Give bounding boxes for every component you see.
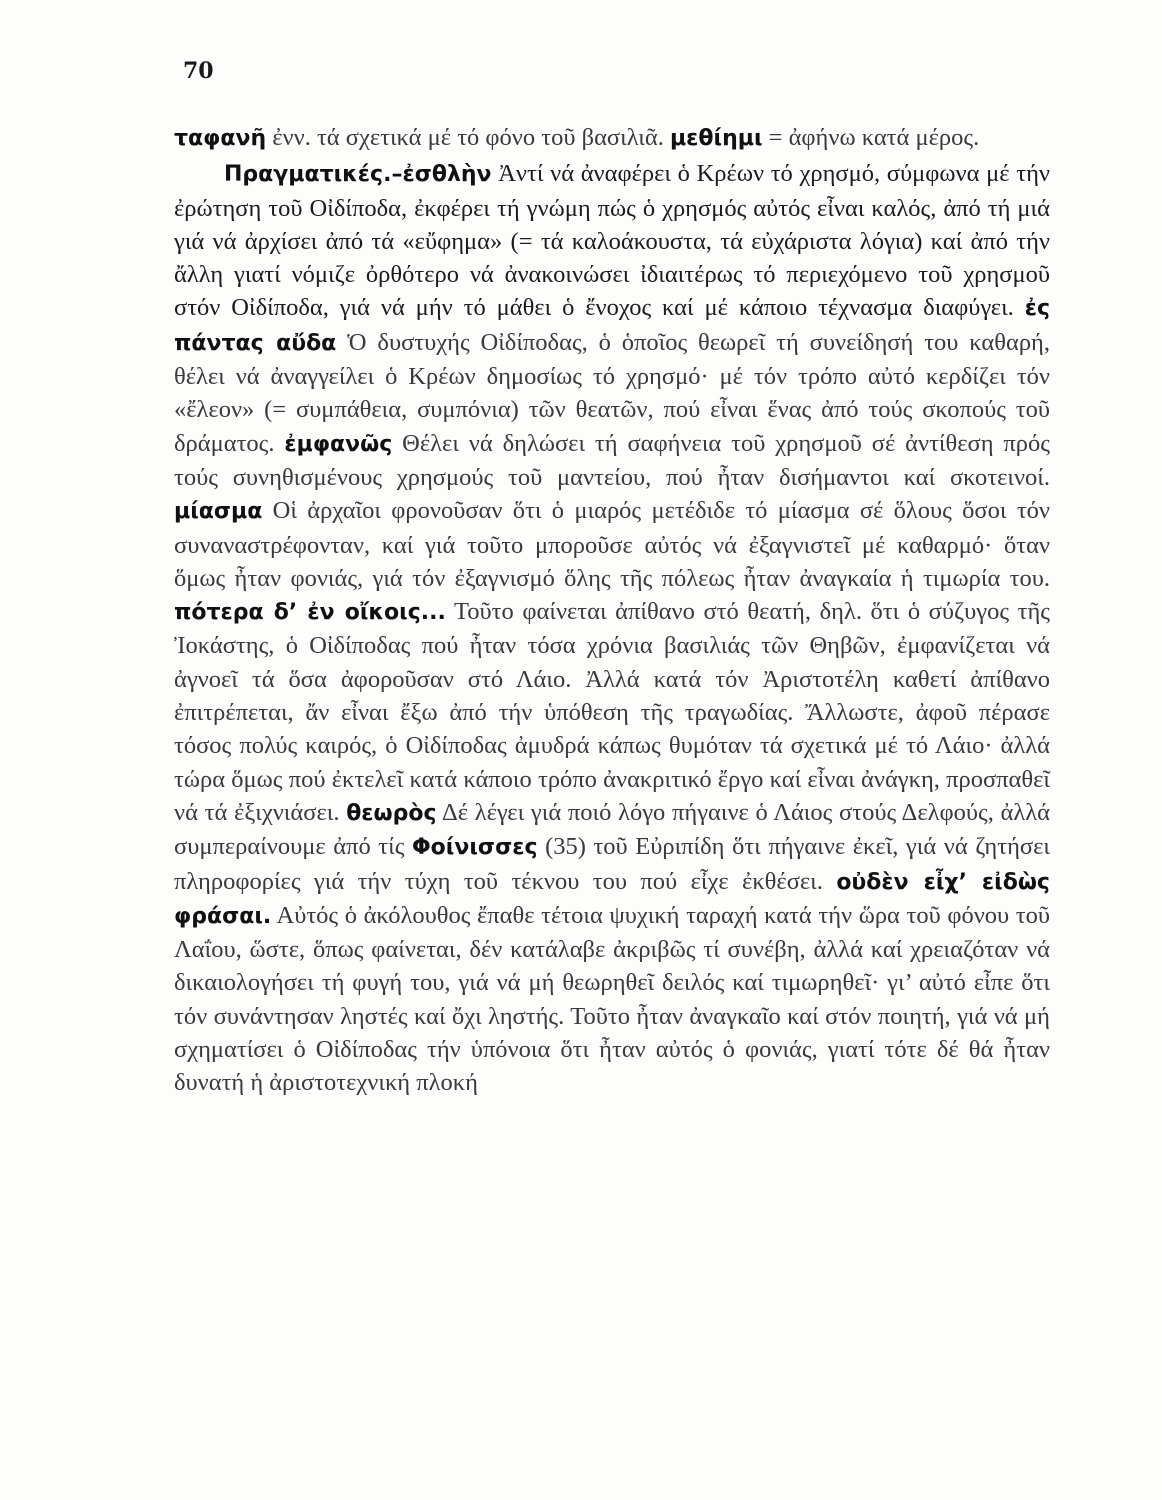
note-text: = ἀφήνω κατά μέρος. bbox=[762, 124, 980, 151]
lemma-ouden-eich: οὐδὲν εἶχ’ εἰδὼς φράσαι. bbox=[174, 869, 1050, 929]
note-text: Ὁ δυστυχής Οἰδίποδας, ὁ ὁποῖος θεωρεῖ τή συνείδησή του καθαρή, θέλει νά ἀναγγείλει ὁ Κρέων δημοσίως τό χρησμό· μέ τόν τρόπο αὐτό κερδίζει τόν «ἔλεον» (= συμπάθεια, συμπόνια) τῶν θεατῶν, πού εἶναι ἕνας ἀπό τούς σκοπούς τοῦ δράματος. bbox=[174, 328, 1050, 457]
note-text: (35) τοῦ Εὐριπίδη ὅτι πήγαινε ἐκεῖ, γιά νά ζητήσει πληροφορίες γιά τήν τύχη τοῦ τέκνου του πού εἶχε ἐκθέσει. bbox=[174, 833, 1050, 895]
note-text: Δέ λέγει γιά ποιό λόγο πήγαινε ὁ Λάιος στούς Δελφούς, ἀλλά συμπεραίνουμε ἀπό τίς bbox=[174, 798, 1050, 861]
note-text: ἐνν. τά σχετικά μέ τό φόνο τοῦ βασιλιᾶ. bbox=[266, 124, 670, 151]
note-text: Αὐτός ὁ ἀκόλουθος ἔπαθε τέτοια ψυχική ταραχή κατά τήν ὥρα τοῦ φόνου τοῦ Λαΐου, ὥστε, ὅπως φαίνεται, δέν κατάλαβε ἀκριβῶς τί συνέβη, ἀλλά καί χρειαζόταν νά δικαιολογήσει τή φυγή του, γιά νά μή θεωρηθεῖ δειλός καί τιμωρηθεῖ· γι’ αὐτό εἶπε ὅτι τόν συνάντησαν ληστές καί ὄχι ληστής. Τοῦτο ἦταν ἀναγκαῖο καί στόν ποιητή, γιά νά μή σχηματίσει ὁ Οἰδίποδας τήν ὑπόνοια ὅτι ἦταν αὐτός ὁ φονιάς, γιατί τότε δέ θά ἦταν δυνατή ἡ ἀριστοτεχνική πλοκή bbox=[174, 901, 1050, 1097]
lemma-emfanos: ἐμφανῶς bbox=[284, 431, 393, 457]
note-text: Ἀντί νά ἀναφέρει ὁ Κρέων τό χρησμό, σύμφωνα μέ τήν ἐρώτηση τοῦ Οἰδίποδα, ἐκφέρει τή γνώμη πώς ὁ χρησμός αὐτός εἶναι καλός, ἀπό τή μιά γιά νά ἀρχίσει ἀπό τά «εὔφημα» (= τά καλοάκουστα, τά εὐχάριστα λόγια) καί ἀπό τήν ἄλλη γιατί νόμιζε ὀρθότερο νά ἀνακοινώσει ἰδιαιτέρως τό περιεχόμενο τοῦ χρησμοῦ στόν Οἰδίποδα, γιά νά μήν τό μάθει ὁ ἔνοχος καί μέ κάποιο τέχνασμα διαφύγει. bbox=[174, 160, 1050, 322]
paragraph-pragmatikes bbox=[174, 157, 1050, 1099]
lemma-miasma: μίασμα bbox=[174, 499, 263, 525]
lemma-esthlen: ἐσθλὴν bbox=[402, 162, 492, 188]
lemma-tafane: ταφανῆ bbox=[174, 126, 267, 151]
lemma-es-pantas-auda: ἐς πάντας αὔδα bbox=[174, 296, 1050, 356]
lemma-methiemi: μεθίημι bbox=[669, 126, 763, 151]
section-heading: Πραγματικές.– bbox=[224, 162, 403, 188]
note-text: Θέλει νά δηλώσει τή σαφήνεια τοῦ χρησμοῦ σέ ἀντίθεση πρός τούς συνηθισμένους χρησμούς τοῦ μαντείου, πού ἦταν δισήμαντοι καί σκοτεινοί. bbox=[174, 429, 1050, 491]
commentary-text bbox=[174, 121, 1050, 1100]
note-text: Τοῦτο φαίνεται ἀπίθανο στό θεατή, δηλ. ὅτι ὁ σύζυγος τῆς Ἰοκάστης, ὁ Οἰδίποδας πού ἦταν τόσα χρόνια βασιλιάς τῶν Θηβῶν, ἐμφανίζεται νά ἀγνοεῖ τά ὅσα ἀφοροῦσαν στό Λάιο. Ἀλλά κατά τόν Ἀριστοτέλη καθετί ἀπίθανο ἐπιτρέπεται, ἄν εἶναι ἔξω ἀπό τήν ὑπόθεση τῆς τραγωδίας. Ἄλλωστε, ἀφοῦ πέρασε τόσος πολύς καιρός, ὁ Οἰδίποδας ἀμυδρά κάπως θυμόταν τά σχετικά μέ τό Λάιο· ἀλλά τώρα ὅμως πού ἐκτελεῖ κατά κάποιο τρόπο ἀνακριτικό ἔργο καί εἶναι ἀνάγκη, προσπαθεῖ νά τά ἐξιχνιάσει. bbox=[174, 598, 1050, 826]
lemma-theoros: θεωρὸς bbox=[346, 800, 437, 826]
lemma-foinisses: Φοίνισσες bbox=[411, 835, 538, 861]
page-number: 70 bbox=[183, 58, 214, 84]
note-text: Οἱ ἀρχαῖοι φρονοῦσαν ὅτι ὁ μιαρός μετέδιδε τό μίασμα σέ ὅλους ὅσοι τόν συναναστρέφονταν, καί γιά τοῦτο μποροῦσε αὐτός νά ἐξαγνιστεῖ μέ καθαρμό· ὅταν ὅμως ἦταν φονιάς, γιά τόν ἐξαγνισμό ὅλης τῆς πόλεως ἦταν ἀναγκαία ἡ τιμωρία του. bbox=[174, 497, 1050, 592]
paragraph-tafane bbox=[174, 121, 1050, 155]
lemma-potera: πότερα δ’ ἐν οἴκοις... bbox=[174, 600, 446, 626]
